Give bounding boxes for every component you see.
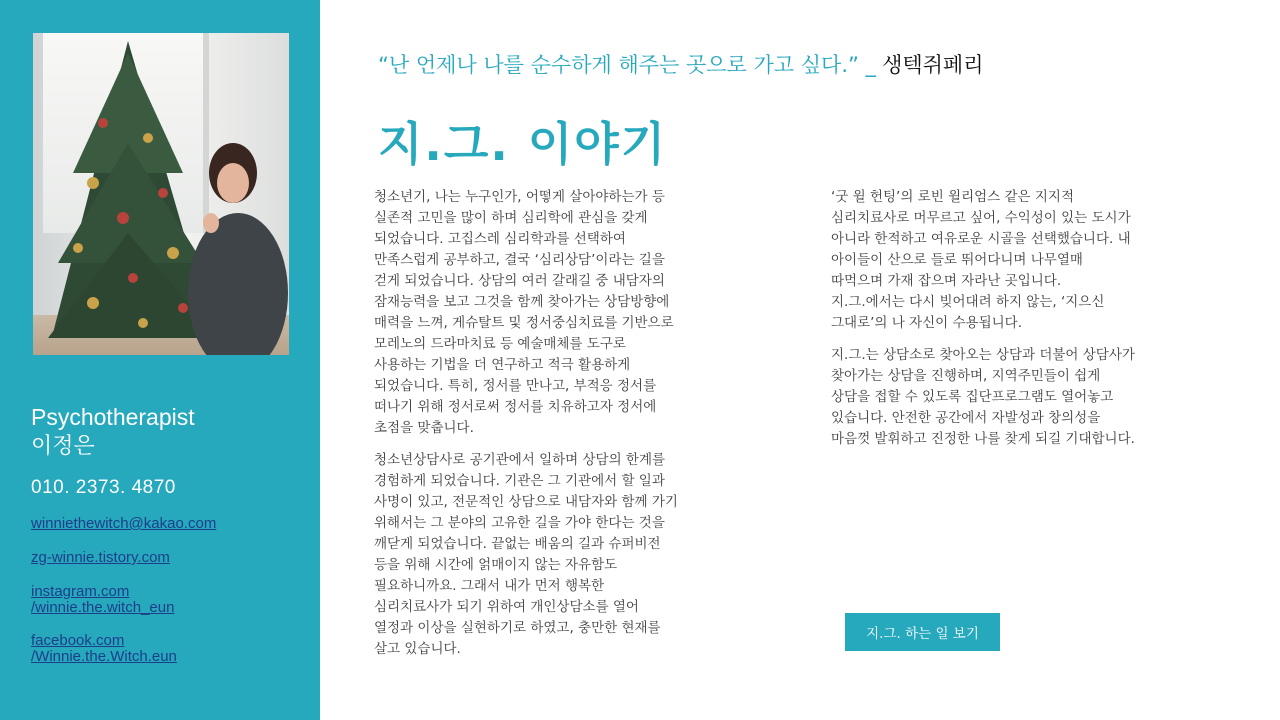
instagram-link-line2: /winnie.the.witch_eun	[31, 599, 175, 616]
email-link[interactable]	[31, 516, 216, 532]
quote-line	[378, 49, 984, 79]
story-paragraph: 청소년기, 나는 누구인가, 어떻게 살아야하는가 등 실존적 고민을 많이 하며 심리학에 관심을 갖게 되었습니다. 고집스레 심리학과를 선택하여 만족스럽게 공부하고, 결국 ‘심리상담’이라는 길을 걷게 되었습니다. 상담의 여러 갈래길 중 내담자의 잠재능력을 보고 그것을 함께 찾아가는 상담방향에 매력을 느껴, 게슈탈트 및 정서중심치료를 기반으로 모레노의 드라마치료 등 예술매체를 도구로 사용하는 기법을 더 연구하고 적극 활용하게 되었습니다. 특히, 정서를 만나고, 부적응 정서를 떠나기 위해 정서로써 정서를 치유하고자 정서에 초점을 맞춥니다.	[374, 189, 674, 436]
instagram-link-line1: instagram.com	[31, 583, 130, 600]
instagram-link[interactable]	[31, 584, 174, 616]
page-title: 지.그. 이야기	[378, 117, 668, 171]
story-paragraph: 지.그.는 상담소로 찾아오는 상담과 더불어 상담사가 찾아가는 상담을 진행하며, 지역주민들이 쉽게 상담을 접할 수 있도록 집단프로그램도 열어놓고 있습니다. 안전한 공간에서 자발성과 창의성을 마음껏 발휘하고 진정한 나를 찾게 되길 기대합니다.	[831, 347, 1135, 447]
facebook-link[interactable]	[31, 633, 177, 665]
blog-link-text: zg-winnie.tistory.com	[31, 549, 170, 566]
quote-text: “난 언제나 나를 순수하게 해주는 곳으로 가고 싶다.” _	[378, 53, 877, 77]
story-paragraph: 청소년상담사로 공기관에서 일하며 상담의 한계를 경험하게 되었습니다. 기관은 그 기관에서 할 일과 사명이 있고, 전문적인 상담으로 내담자와 함께 가기 위해서는 그 분야의 고유한 길을 가야 한다는 것을 깨닫게 되었습니다. 끝없는 배움의 길과 슈퍼비전 등을 위해 시간에 얽매이지 않는 자유함도 필요하니까요. 그래서 내가 먼저 행복한 심리치료사가 되기 위하여 개인상담소를 열어 열정과 이상을 실현하기로 하였고, 충만한 현재를 살고 있습니다.	[374, 452, 678, 657]
quote-author: 생텍쥐페리	[882, 53, 984, 77]
profile-photo	[33, 33, 289, 355]
profile-name: 이정은	[31, 434, 95, 459]
profile-phone: 010. 2373. 4870	[31, 477, 176, 498]
story-left-column	[374, 187, 774, 671]
profile-sidebar	[0, 0, 320, 720]
story-right-column	[831, 187, 1231, 461]
view-services-button[interactable]: 지.그. 하는 일 보기	[845, 613, 1000, 651]
facebook-link-line1: facebook.com	[31, 632, 125, 649]
blog-link[interactable]	[31, 550, 170, 566]
christmas-tree-photo-icon	[33, 33, 289, 355]
email-link-text: winniethewitch@kakao.com	[31, 515, 217, 532]
story-paragraph: ‘굿 윌 헌팅’의 로빈 윌리엄스 같은 지지적 심리치료사로 머무르고 싶어, 수익성이 있는 도시가 아니라 한적하고 여유로운 시골을 선택했습니다. 내 아이들이 산으로 들로 뛰어다니며 나무열매 따먹으며 가재 잡으며 자라난 곳입니다. 지.그.에서는 다시 빚어대려 하지 않는, ‘지으신 그대로’의 나 자신이 수용됩니다.	[831, 189, 1131, 331]
facebook-link-line2: /Winnie.the.Witch.eun	[31, 648, 177, 665]
profile-role: Psychotherapist	[31, 404, 195, 430]
